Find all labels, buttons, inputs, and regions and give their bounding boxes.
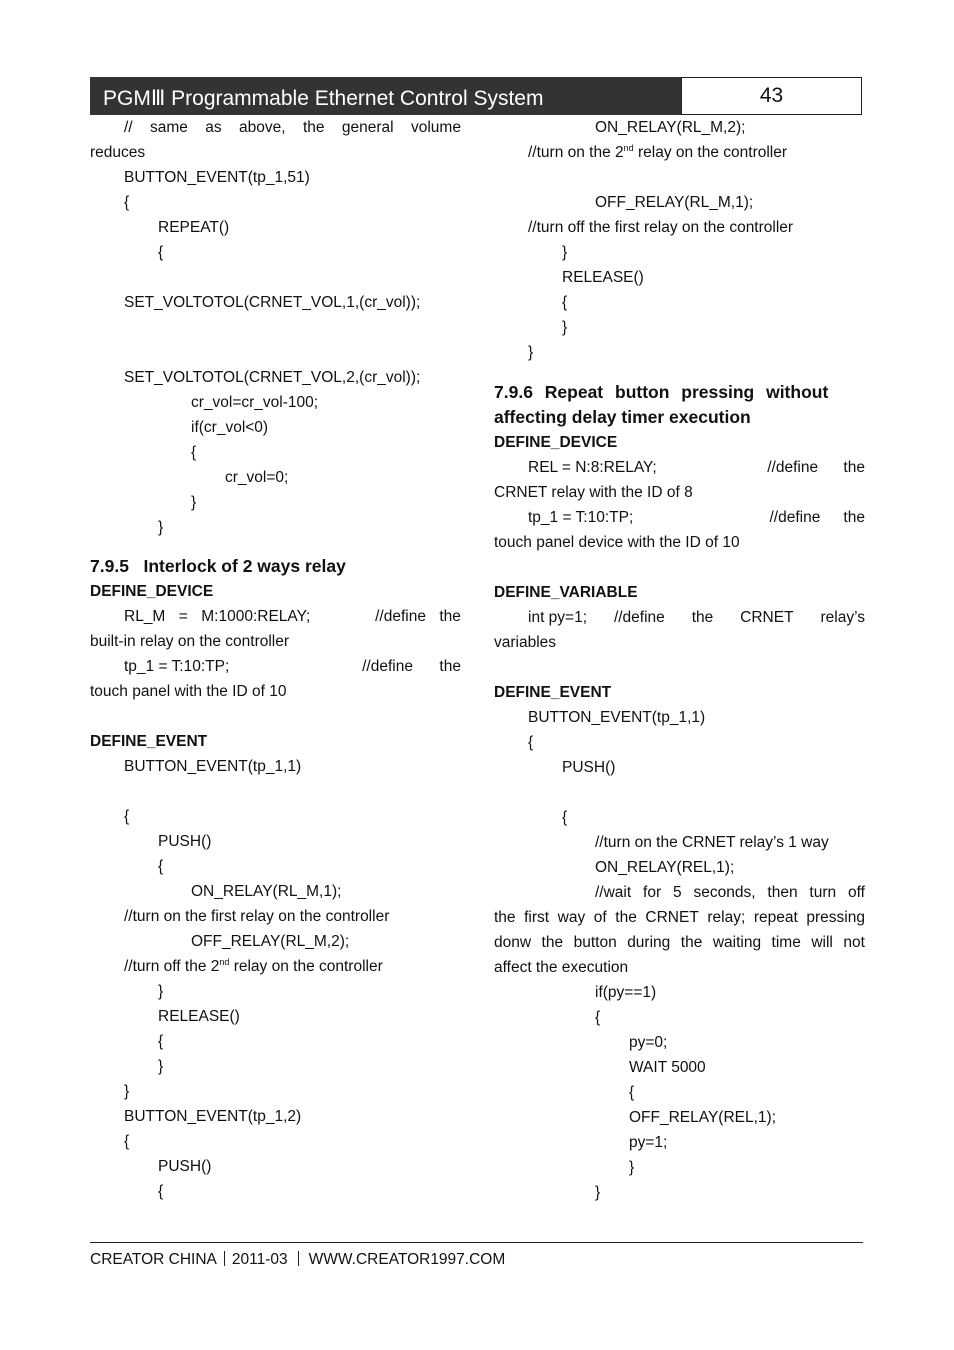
code-comment: //turn on the 2nd relay on the controller [528, 143, 788, 161]
code-line: if(cr_vol<0) [191, 419, 269, 436]
code-line: { [124, 808, 130, 825]
code-line: OFF_RELAY(RL_M,1); [595, 194, 754, 211]
section-heading-cont: affecting delay timer execution [494, 407, 751, 427]
code-line: PUSH() [158, 833, 212, 850]
code-line: } [562, 244, 568, 261]
header-title-bar [90, 77, 682, 115]
code-line: { [595, 1009, 601, 1026]
code-comment: //turn on the first relay on the controller [124, 908, 390, 925]
code-line: { [158, 1183, 164, 1200]
code-line: ON_RELAY(REL,1); [595, 859, 735, 876]
text-line: reduces [90, 144, 146, 161]
footer [90, 1249, 505, 1271]
footer-company: CREATOR CHINA [90, 1251, 217, 1268]
code-line: BUTTON_EVENT(tp_1,1) [124, 758, 302, 775]
code-line: } [528, 344, 534, 361]
code-line: REPEAT() [158, 219, 230, 236]
left-column [90, 115, 461, 1204]
code-comment: the first way of the CRNET relay; repeat pressing [494, 909, 865, 926]
code-keyword: DEFINE_EVENT [90, 733, 208, 750]
section-heading: 7.9.5 Interlock of 2 ways relay [90, 556, 346, 576]
code-line: tp_1 = T:10:TP; //define the [528, 509, 865, 526]
code-line: } [124, 1083, 130, 1100]
code-line: SET_VOLTOTOL(CRNET_VOL,1,(cr_vol)); [124, 294, 421, 311]
code-keyword: DEFINE_DEVICE [90, 583, 214, 600]
code-line: BUTTON_EVENT(tp_1,51) [124, 169, 310, 186]
section-heading: 7.9.6 Repeat button pressing without [494, 382, 829, 402]
code-comment: //turn on the CRNET relay’s 1 way [595, 834, 829, 851]
code-line: py=1; [629, 1134, 668, 1151]
code-line: SET_VOLTOTOL(CRNET_VOL,2,(cr_vol)); [124, 369, 421, 386]
code-line: RELEASE() [562, 269, 644, 286]
page-number: 43 [681, 77, 862, 115]
code-line: { [158, 1033, 164, 1050]
code-line: PUSH() [158, 1158, 212, 1175]
right-column [494, 115, 865, 1205]
code-line: RL_M = M:1000:RELAY; //define the [124, 608, 461, 625]
code-line: { [124, 194, 130, 211]
code-line: ON_RELAY(RL_M,1); [191, 883, 342, 900]
text-line: touch panel with the ID of 10 [90, 683, 287, 700]
code-line: { [158, 858, 164, 875]
code-line: PUSH() [562, 759, 616, 776]
code-line: { [562, 809, 568, 826]
code-line: { [629, 1084, 635, 1101]
code-line: BUTTON_EVENT(tp_1,2) [124, 1108, 302, 1125]
code-keyword: DEFINE_VARIABLE [494, 584, 638, 601]
code-line: } [191, 494, 197, 511]
code-line: OFF_RELAY(REL,1); [629, 1109, 777, 1126]
text-line: touch panel device with the ID of 10 [494, 534, 740, 551]
footer-date: 2011-03 [231, 1251, 288, 1268]
text-line: // same as above, the general volume [124, 119, 461, 136]
code-line: cr_vol=0; [225, 469, 289, 486]
code-line: { [158, 244, 164, 261]
code-keyword: DEFINE_DEVICE [494, 434, 618, 451]
code-line: REL = N:8:RELAY; //define the [528, 459, 865, 476]
header-title: PGMⅢ Programmable Ethernet Control System [103, 87, 544, 110]
code-line: { [191, 444, 197, 461]
code-comment: affect the execution [494, 959, 629, 976]
text-line: CRNET relay with the ID of 8 [494, 484, 693, 501]
code-line: { [124, 1133, 130, 1150]
code-line: { [528, 734, 534, 751]
code-line: if(py==1) [595, 984, 657, 1001]
code-comment: donw the button during the waiting time will not [494, 934, 865, 951]
code-line: OFF_RELAY(RL_M,2); [191, 933, 350, 950]
code-line: cr_vol=cr_vol-100; [191, 394, 319, 411]
code-line: { [562, 294, 568, 311]
footer-url: WWW.CREATOR1997.COM [308, 1251, 506, 1268]
code-line: WAIT 5000 [629, 1059, 706, 1076]
code-line: BUTTON_EVENT(tp_1,1) [528, 709, 706, 726]
code-line: } [158, 519, 164, 536]
code-line: } [158, 1058, 164, 1075]
code-comment: //wait for 5 seconds, then turn off [595, 884, 865, 901]
code-line: } [629, 1159, 635, 1176]
code-keyword: DEFINE_EVENT [494, 684, 612, 701]
footer-divider [90, 1242, 863, 1243]
text-line: built-in relay on the controller [90, 633, 290, 650]
code-line: } [158, 983, 164, 1000]
code-line: tp_1 = T:10:TP; //define the [124, 658, 461, 675]
footer-separator [224, 1251, 225, 1266]
code-line: py=0; [629, 1034, 668, 1051]
code-comment: //turn off the 2nd relay on the controller [124, 957, 383, 975]
footer-separator [298, 1251, 299, 1266]
code-comment: //turn off the first relay on the controller [528, 219, 794, 236]
code-line: ON_RELAY(RL_M,2); [595, 119, 746, 136]
text-line: variables [494, 634, 557, 651]
code-line: } [562, 319, 568, 336]
code-line: int py=1; //define the CRNET relay’s [528, 609, 865, 626]
code-line: RELEASE() [158, 1008, 240, 1025]
code-line: } [595, 1184, 601, 1201]
